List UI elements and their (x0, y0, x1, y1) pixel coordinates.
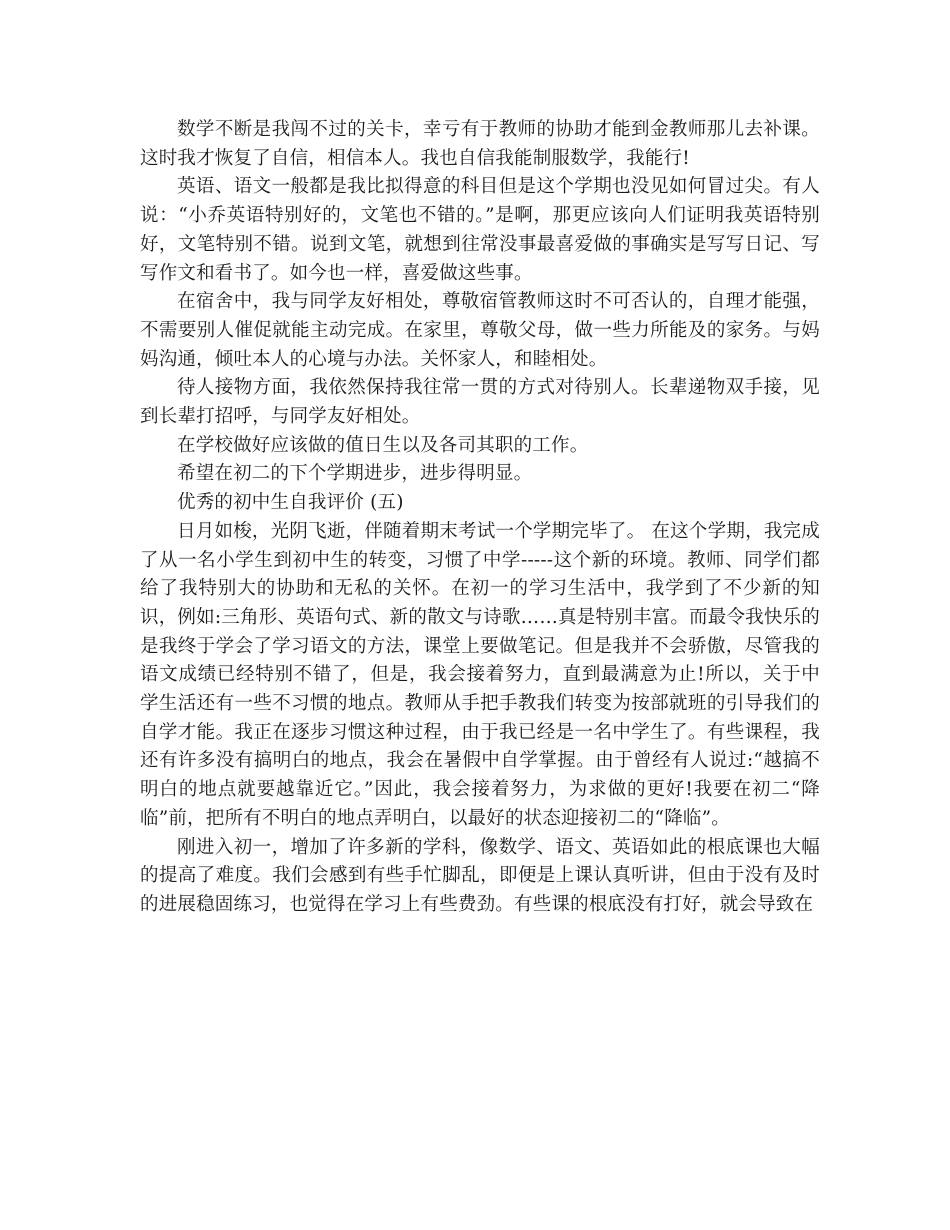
paragraph-dormitory: 在宿舍中，我与同学友好相处，尊敬宿管教师这时不可否认的，自理才能强，不需要别人催促就能主动完成。在家里，尊敬父母，做一些力所能及的家务。与妈妈沟通，倾吐本人的心境与办法。关怀家人，和睦相处。 (140, 291, 820, 370)
document-body (140, 116, 820, 920)
paragraph-math: 数学不断是我闯不过的关卡，幸亏有于教师的协助才能到金教师那儿去补课。这时我才恢复了自信，相信本人。我也自信我能制服数学，我能行! (140, 119, 820, 169)
paragraph-semester-summary: 日月如梭，光阴飞逝，伴随着期末考试一个学期完毕了。 在这个学期，我完成了从一名小学生到初中生的转变，习惯了中学-----这个新的环境。教师、同学们都给了我特别大的协助和无私的关怀。在初一的学习生活中，我学到了不少新的知识，例如:三角形、英语句式、新的散文与诗歌……真是特别丰富。而最令我快乐的是我终于学会了学习语文的方法，课堂上要做笔记。但是我并不会骄傲，尽管我的语文成绩已经特别不错了，但是，我会接着努力，直到最满意为止!所以，关于中学生活还有一些不习惯的地点。教师从手把手教我们转变为按部就班的引导我们的自学才能。我正在逐步习惯这种过程，由于我已经是一名中学生了。有些课程，我还有许多没有搞明白的地点，我会在暑假中自学掌握。由于曾经有人说过:“越搞不明白的地点就要越靠近它。”因此，我会接着努力，为求做的更好!我要在初二“降临”前，把所有不明白的地点弄明白，以最好的状态迎接初二的“降临”。 (140, 520, 820, 829)
paragraph-hope: 希望在初二的下个学期进步，进步得明显。 (177, 463, 533, 485)
paragraph-grade-one: 刚进入初一，增加了许多新的学科，像数学、语文、英语如此的根底课也大幅的提高了难度。我们会感到有些手忙脚乱，即便是上课认真听讲，但由于没有及时的进展稳固练习，也觉得在学习上有些费劲。有些课的根底没有打好，就会导致在 (140, 836, 820, 915)
section-heading: 优秀的初中生自我评价 (五) (177, 492, 404, 514)
paragraph-manners: 待人接物方面，我依然保持我往常一贯的方式对待别人。长辈递物双手接，见到长辈打招呼，与同学友好相处。 (140, 377, 820, 428)
paragraph-school-duty: 在学校做好应该做的值日生以及各司其职的工作。 (177, 434, 589, 456)
paragraph-english-chinese: 英语、语文一般都是我比拟得意的科目但是这个学期也没见如何冒过尖。有人说：“小乔英语特别好的，文笔也不错的。”是啊，那更应该向人们证明我英语特别好，文笔特别不错。说到文笔，就想到往常没事最喜爱做的事确实是写写日记、写写作文和看书了。如今也一样，喜爱做这些事。 (140, 176, 820, 284)
